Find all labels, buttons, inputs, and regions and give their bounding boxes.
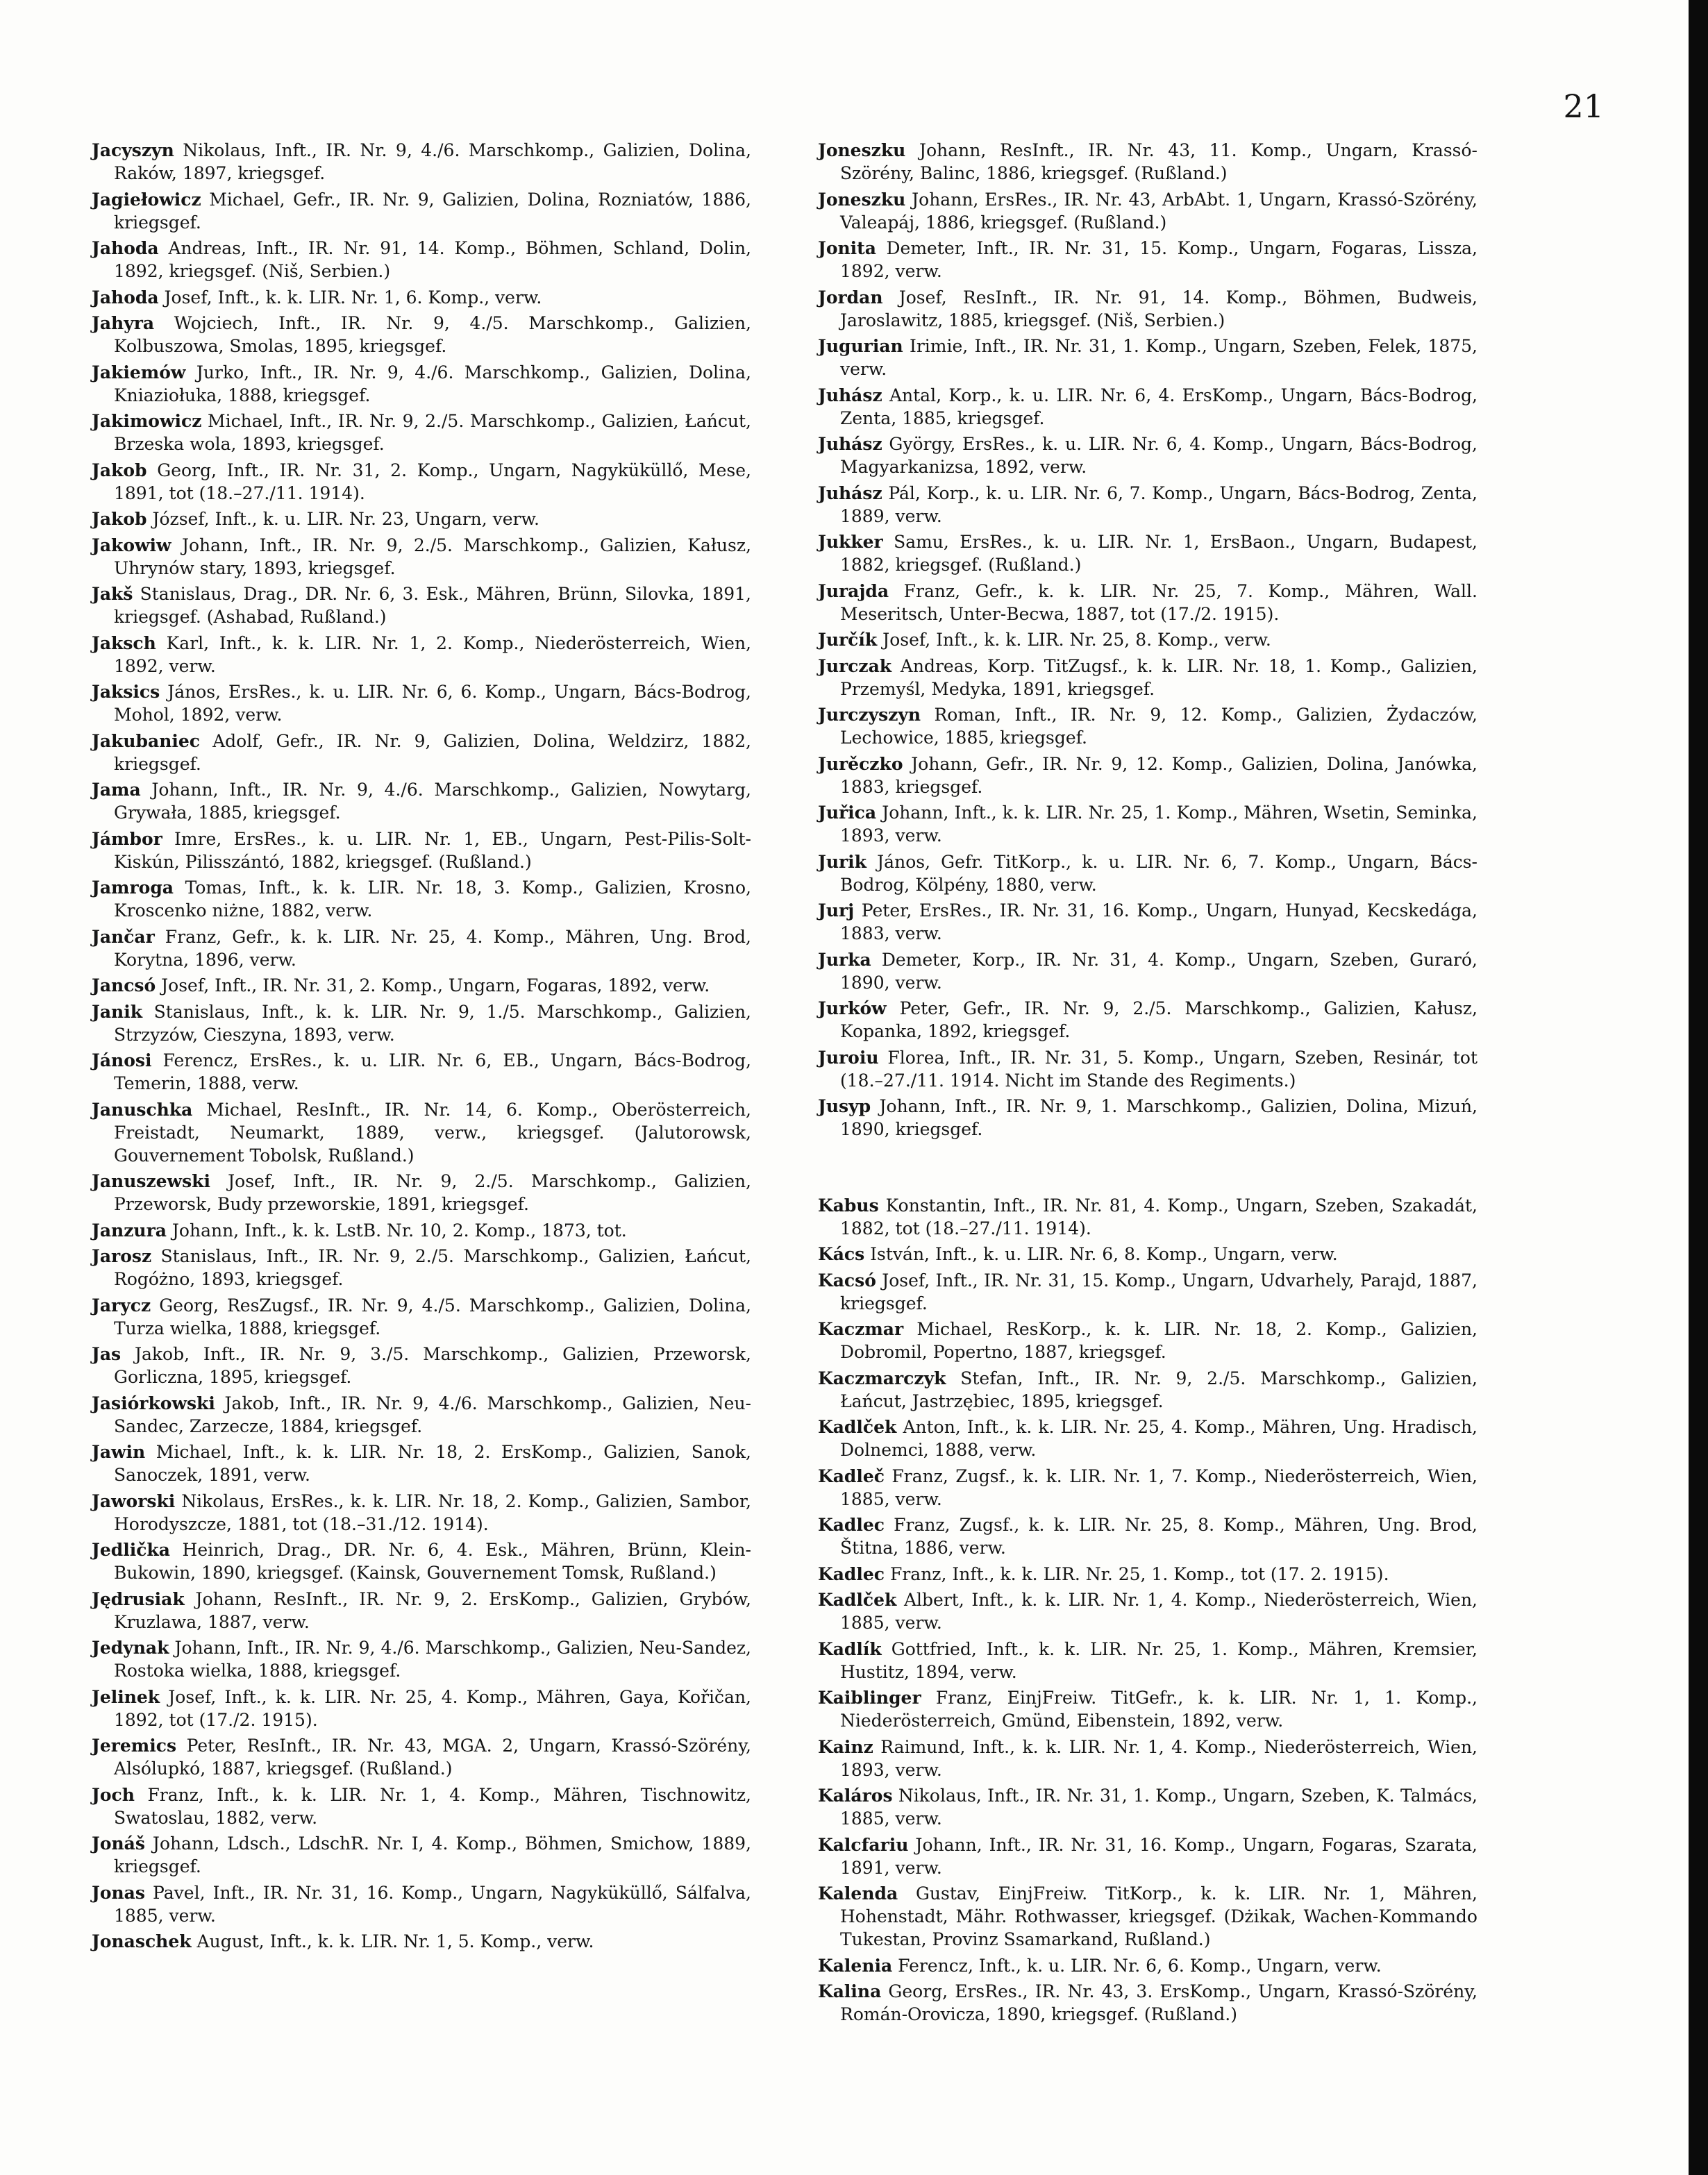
entry-details: Franz, Inft., k. k. LIR. Nr. 1, 4. Komp., Mähren, Tischnowitz, Swatoslau, 1882, verw. xyxy=(114,1784,751,1828)
register-entry xyxy=(92,237,751,283)
entry-surname: Jugurian xyxy=(818,336,903,356)
entry-surname: Jarosz xyxy=(92,1246,152,1266)
entry-surname: Kadlček xyxy=(818,1417,897,1437)
entry-details: Imre, ErsRes., k. u. LIR. Nr. 1, EB., Ungarn, Pest-Pilis-Solt-Kiskún, Pilisszántó, 1882, kriegsgef. (Rußland.) xyxy=(114,828,751,872)
entry-surname: Kadlec xyxy=(818,1515,885,1535)
entry-details: Johann, Gefr., IR. Nr. 9, 12. Komp., Galizien, Dolina, Janówka, 1883, kriegsgef. xyxy=(840,753,1477,797)
entry-details: Michael, ResInft., IR. Nr. 14, 6. Komp., Oberösterreich, Freistadt, Neumarkt, 1889, verw., kriegsgef. (Jalutorowsk, Gouvernement Tobolsk, Rußland.) xyxy=(114,1099,751,1166)
entry-surname: Jedlička xyxy=(92,1540,170,1560)
register-entry xyxy=(92,1783,751,1829)
entry-details: Johann, Inft., IR. Nr. 9, 2./5. Marschkomp., Galizien, Kałusz, Uhrynów stary, 1893, kriegsgef. xyxy=(114,535,751,578)
entry-details: Stanislaus, Drag., DR. Nr. 6, 3. Esk., Mähren, Brünn, Silovka, 1891, kriegsgef. (Ashabad, Rußland.) xyxy=(114,584,751,627)
entry-details: Michael, Inft., k. k. LIR. Nr. 18, 2. ErsKomp., Galizien, Sanok, Sanoczek, 1891, verw. xyxy=(114,1442,751,1485)
entry-surname: Jurczak xyxy=(818,655,892,676)
register-entry xyxy=(818,1882,1477,1951)
entry-surname: Kalcfariu xyxy=(818,1834,909,1855)
register-entry xyxy=(818,1465,1477,1511)
entry-details: Stanislaus, Inft., IR. Nr. 9, 2./5. Marschkomp., Galizien, Łańcut, Rogóżno, 1893, kriegsgef. xyxy=(114,1246,751,1289)
entry-details: Nikolaus, ErsRes., k. k. LIR. Nr. 18, 2. Komp., Galizien, Sambor, Horodyszcze, 1881, tot (18.–31./12. 1914). xyxy=(114,1490,751,1534)
entry-surname: Jarycz xyxy=(92,1295,151,1316)
entry-details: József, Inft., k. u. LIR. Nr. 23, Ungarn, verw. xyxy=(146,509,539,529)
entry-details: Josef, ResInft., IR. Nr. 91, 14. Komp., Böhmen, Budweis, Jaroslawitz, 1885, kriegsgef. (Niš, Serbien.) xyxy=(840,287,1477,330)
register-entry xyxy=(92,582,751,628)
entry-surname: Jeremics xyxy=(92,1736,177,1756)
register-entry xyxy=(92,1000,751,1046)
entry-details: Johann, Inft., IR. Nr. 31, 16. Komp., Ungarn, Fogaras, Szarata, 1891, verw. xyxy=(840,1834,1477,1878)
entry-details: Michael, Inft., IR. Nr. 9, 2./5. Marschkomp., Galizien, Łańcut, Brzeska wola, 1893, kriegsgef. xyxy=(114,411,751,454)
register-entry xyxy=(818,1686,1477,1732)
entry-surname: Jędrusiak xyxy=(92,1588,185,1609)
entry-surname: Jurěczko xyxy=(818,753,903,774)
register-entry xyxy=(92,1832,751,1878)
entry-details: Peter, ResInft., IR. Nr. 43, MGA. 2, Ungarn, Krassó-Szörény, Alsólupkó, 1887, kriegsgef. (Rußland.) xyxy=(114,1736,751,1779)
entry-details: Peter, ErsRes., IR. Nr. 31, 16. Komp., Ungarn, Hunyad, Kecskedága, 1883, verw. xyxy=(840,900,1477,943)
entry-details: Konstantin, Inft., IR. Nr. 81, 4. Komp., Ungarn, Szeben, Szakadát, 1882, tot (18.–27./11. 1914). xyxy=(840,1195,1477,1238)
entry-details: Albert, Inft., k. k. LIR. Nr. 1, 4. Komp., Niederösterreich, Wien, 1885, verw. xyxy=(840,1590,1477,1633)
entry-details: Irimie, Inft., IR. Nr. 31, 1. Komp., Ungarn, Szeben, Felek, 1875, verw. xyxy=(840,336,1477,379)
entry-surname: Jaksch xyxy=(92,632,156,653)
entry-surname: Jakiemów xyxy=(92,362,186,383)
entry-surname: Jakowiw xyxy=(92,535,171,555)
register-entry xyxy=(818,530,1477,576)
entry-surname: Kaláros xyxy=(818,1786,893,1806)
entry-details: Johann, ResInft., IR. Nr. 9, 2. ErsKomp., Galizien, Grybów, Kruzlawa, 1887, verw. xyxy=(114,1588,751,1632)
entry-surname: Jahyra xyxy=(92,313,155,333)
entry-details: Andreas, Inft., IR. Nr. 91, 14. Komp., Böhmen, Schland, Dolin, 1892, kriegsgef. (Niš, Serbien.) xyxy=(114,238,751,281)
register-entry xyxy=(818,753,1477,798)
page-number: 21 xyxy=(1563,87,1604,125)
register-entry xyxy=(92,974,751,997)
register-entry xyxy=(818,286,1477,332)
entry-surname: Jámbor xyxy=(92,828,162,849)
register-entry xyxy=(92,1636,751,1682)
entry-surname: Jancsó xyxy=(92,975,156,996)
entry-details: Anton, Inft., k. k. LIR. Nr. 25, 4. Komp., Mähren, Ung. Hradisch, Dolnemci, 1888, verw. xyxy=(840,1417,1477,1460)
entry-surname: Kaczmarczyk xyxy=(818,1368,946,1388)
register-entry xyxy=(818,1980,1477,2026)
entry-details: Jurko, Inft., IR. Nr. 9, 4./6. Marschkomp., Galizien, Dolina, Kniaziołuka, 1888, kriegsgef. xyxy=(114,362,751,405)
entry-details: Georg, ErsRes., IR. Nr. 43, 3. ErsKomp., Ungarn, Krassó-Szörény, Román-Orovicza, 1890, kriegsgef. (Rußland.) xyxy=(840,1981,1477,2024)
entry-details: Franz, Zugsf., k. k. LIR. Nr. 25, 8. Komp., Mähren, Ung. Brod, Štitna, 1886, verw. xyxy=(840,1515,1477,1558)
entry-details: Karl, Inft., k. k. LIR. Nr. 1, 2. Komp., Niederösterreich, Wien, 1892, verw. xyxy=(114,632,751,676)
register-entry xyxy=(818,628,1477,651)
entry-details: Johann, ResInft., IR. Nr. 43, 11. Komp., Ungarn, Krassó-Szörény, Balinc, 1886, kriegsgef. (Rußland.) xyxy=(840,140,1477,183)
entry-details: Pavel, Inft., IR. Nr. 31, 16. Komp., Ungarn, Nagyküküllő, Sálfalva, 1885, verw. xyxy=(114,1882,751,1926)
entry-surname: Jedynak xyxy=(92,1638,169,1658)
entry-details: Florea, Inft., IR. Nr. 31, 5. Komp., Ungarn, Szeben, Resinár, tot (18.–27./11. 1914. Nicht im Stande des Regiments.) xyxy=(840,1047,1477,1091)
register-entry xyxy=(92,1245,751,1291)
entry-surname: Janzura xyxy=(92,1220,167,1241)
register-entry xyxy=(818,703,1477,749)
register-entry xyxy=(818,850,1477,896)
entry-details: Josef, Inft., k. k. LIR. Nr. 25, 8. Komp., verw. xyxy=(877,630,1271,650)
register-entry xyxy=(818,1784,1477,1830)
register-entry xyxy=(92,410,751,455)
register-entry xyxy=(818,1416,1477,1461)
entry-surname: Jusyp xyxy=(818,1096,871,1116)
register-entry xyxy=(92,876,751,922)
entry-surname: Jurczyszyn xyxy=(818,705,921,725)
entry-surname: Kainz xyxy=(818,1736,873,1757)
register-entry xyxy=(818,1367,1477,1413)
entry-details: Wojciech, Inft., IR. Nr. 9, 4./5. Marschkomp., Galizien, Kolbuszowa, Smolas, 1895, kriegsgef. xyxy=(114,313,751,356)
register-entry xyxy=(92,778,751,824)
entry-details: Franz, Gefr., k. k. LIR. Nr. 25, 4. Komp., Mähren, Ung. Brod, Korytna, 1896, verw. xyxy=(114,926,751,970)
entry-surname: Jama xyxy=(92,780,141,800)
register-entry xyxy=(92,1930,751,1953)
register-entry xyxy=(818,1318,1477,1363)
entry-surname: Jamroga xyxy=(92,877,174,898)
entry-surname: Jurajda xyxy=(818,580,889,601)
entry-surname: Jawin xyxy=(92,1442,146,1462)
entry-details: Johann, Inft., IR. Nr. 9, 1. Marschkomp., Galizien, Dolina, Mizuń, 1890, kriegsgef. xyxy=(840,1096,1477,1139)
entry-details: Johann, Inft., IR. Nr. 9, 4./6. Marschkomp., Galizien, Neu-Sandez, Rostoka wielka, 1888, kriegsgef. xyxy=(114,1638,751,1681)
entry-surname: Kalenda xyxy=(818,1883,898,1904)
register-entry xyxy=(92,680,751,726)
entry-surname: Juřica xyxy=(818,803,877,823)
entry-details: Heinrich, Drag., DR. Nr. 6, 4. Esk., Mähren, Brünn, Klein-Bukowin, 1890, kriegsgef. (Kainsk, Gouvernement Tomsk, Rußland.) xyxy=(114,1540,751,1583)
entry-surname: Jahoda xyxy=(92,238,159,258)
entry-surname: Jonáš xyxy=(92,1833,145,1854)
entry-details: Johann, Inft., k. k. LstB. Nr. 10, 2. Komp., 1873, tot. xyxy=(166,1220,627,1241)
entry-details: György, ErsRes., k. u. LIR. Nr. 6, 4. Komp., Ungarn, Bács-Bodrog, Magyarkanizsa, 1892, verw. xyxy=(840,434,1477,477)
register-entry xyxy=(818,1736,1477,1781)
entry-surname: Jonaschek xyxy=(92,1931,192,1951)
entry-details: Raimund, Inft., k. k. LIR. Nr. 1, 4. Komp., Niederösterreich, Wien, 1893, verw. xyxy=(840,1736,1477,1780)
register-entry xyxy=(818,433,1477,478)
register-entry xyxy=(92,1881,751,1927)
register-entry xyxy=(818,655,1477,700)
entry-surname: Jakš xyxy=(92,584,133,604)
entry-surname: Jurka xyxy=(818,949,871,970)
register-entry xyxy=(818,482,1477,528)
entry-details: Pál, Korp., k. u. LIR. Nr. 6, 7. Komp., Ungarn, Bács-Bodrog, Zenta, 1889, verw. xyxy=(840,482,1477,526)
entry-details: Josef, Inft., IR. Nr. 9, 2./5. Marschkomp., Galizien, Przeworsk, Budy przeworskie, 1891, kriegsgef. xyxy=(114,1171,751,1214)
entry-details: Josef, Inft., IR. Nr. 31, 2. Komp., Ungarn, Fogaras, 1892, verw. xyxy=(156,975,710,996)
entry-surname: Jagiełowicz xyxy=(92,189,201,210)
entry-surname: Jasiórkowski xyxy=(92,1393,215,1413)
entry-details: August, Inft., k. k. LIR. Nr. 1, 5. Komp., verw. xyxy=(191,1931,594,1951)
register-entry xyxy=(92,1734,751,1780)
entry-surname: Juroiu xyxy=(818,1047,879,1068)
entry-details: Gottfried, Inft., k. k. LIR. Nr. 25, 1. Komp., Mähren, Kremsier, Hustitz, 1894, verw. xyxy=(840,1638,1477,1682)
register-entry xyxy=(818,997,1477,1043)
entry-details: Ferencz, Inft., k. u. LIR. Nr. 6, 6. Komp., Ungarn, verw. xyxy=(892,1955,1382,1976)
entry-details: Nikolaus, Inft., IR. Nr. 9, 4./6. Marschkomp., Galizien, Dolina, Raków, 1897, kriegsgef. xyxy=(114,140,751,183)
entry-surname: Juhász xyxy=(818,482,882,503)
entry-details: István, Inft., k. u. LIR. Nr. 6, 8. Komp., Ungarn, verw. xyxy=(864,1244,1338,1264)
entry-surname: Jančar xyxy=(92,926,155,947)
entry-surname: Kabus xyxy=(818,1195,879,1216)
entry-surname: Kadlík xyxy=(818,1638,882,1659)
register-entry xyxy=(92,632,751,678)
register-entry xyxy=(92,1049,751,1095)
register-entry xyxy=(92,730,751,775)
entry-details: Johann, Inft., k. k. LIR. Nr. 25, 1. Komp., Mähren, Wsetin, Seminka, 1893, verw. xyxy=(840,803,1477,846)
register-entry xyxy=(92,1490,751,1536)
entry-surname: Jakubaniec xyxy=(92,730,201,751)
entry-details: Antal, Korp., k. u. LIR. Nr. 6, 4. ErsKomp., Ungarn, Bács-Bodrog, Zenta, 1885, kriegsgef. xyxy=(840,385,1477,428)
entry-details: Georg, ResZugsf., IR. Nr. 9, 4./5. Marschkomp., Galizien, Dolina, Turza wielka, 1888, kriegsgef. xyxy=(114,1295,751,1338)
entry-details: Adolf, Gefr., IR. Nr. 9, Galizien, Dolina, Weldzirz, 1882, kriegsgef. xyxy=(114,730,751,774)
register-entry xyxy=(818,899,1477,945)
register-entry xyxy=(818,1194,1477,1240)
entry-surname: Jakob xyxy=(92,509,147,529)
entry-surname: Kaczmar xyxy=(818,1319,904,1339)
entry-details: Nikolaus, Inft., IR. Nr. 31, 1. Komp., Ungarn, Szeben, K. Talmács, 1885, verw. xyxy=(840,1786,1477,1829)
entry-surname: Januschka xyxy=(92,1099,193,1120)
entry-details: Johann, Inft., IR. Nr. 9, 4./6. Marschkomp., Galizien, Nowytarg, Grywała, 1885, kriegsgef. xyxy=(114,780,751,823)
entry-surname: Kács xyxy=(818,1244,865,1264)
entry-surname: Jas xyxy=(92,1344,122,1364)
left-column xyxy=(92,139,751,1956)
register-entry xyxy=(92,286,751,309)
entry-details: Stanislaus, Inft., k. k. LIR. Nr. 9, 1./5. Marschkomp., Galizien, Strzyzów, Cieszyna, 1893, verw. xyxy=(114,1001,751,1045)
entry-surname: Kadleč xyxy=(818,1466,885,1486)
right-column xyxy=(818,139,1477,2029)
entry-details: Peter, Gefr., IR. Nr. 9, 2./5. Marschkomp., Galizien, Kałusz, Kopanka, 1892, kriegsgef. xyxy=(840,998,1477,1041)
entry-surname: Kadlček xyxy=(818,1590,897,1610)
register-entry xyxy=(92,1538,751,1584)
entry-surname: Kaiblinger xyxy=(818,1688,921,1708)
entry-surname: Jonas xyxy=(92,1882,145,1903)
entry-details: Stefan, Inft., IR. Nr. 9, 2./5. Marschkomp., Galizien, Łańcut, Jastrzębiec, 1895, kriegsgef. xyxy=(840,1368,1477,1411)
register-entry xyxy=(818,1833,1477,1879)
page-edge xyxy=(1689,0,1708,2175)
entry-surname: Jurków xyxy=(818,998,887,1018)
entry-details: Demeter, Inft., IR. Nr. 31, 15. Komp., Ungarn, Fogaras, Lissza, 1892, verw. xyxy=(840,238,1477,281)
entry-surname: Jurj xyxy=(818,900,855,921)
register-entry xyxy=(818,1513,1477,1559)
register-entry xyxy=(818,1638,1477,1683)
entry-details: Michael, ResKorp., k. k. LIR. Nr. 18, 2. Komp., Galizien, Dobromil, Popertno, 1887, kriegsgef. xyxy=(840,1319,1477,1362)
entry-details: Josef, Inft., IR. Nr. 31, 15. Komp., Ungarn, Udvarhely, Parajd, 1887, kriegsgef. xyxy=(840,1270,1477,1313)
register-entry xyxy=(818,801,1477,847)
register-entry xyxy=(818,139,1477,185)
entry-details: Michael, Gefr., IR. Nr. 9, Galizien, Dolina, Rozniatów, 1886, kriegsgef. xyxy=(114,189,751,233)
entry-surname: Kalenia xyxy=(818,1955,893,1976)
entry-surname: Kadlec xyxy=(818,1563,885,1584)
entry-surname: Kalina xyxy=(818,1981,882,2001)
register-entry xyxy=(92,459,751,505)
entry-surname: Jurčík xyxy=(818,630,878,650)
register-entry xyxy=(92,828,751,873)
entry-surname: Jordan xyxy=(818,287,883,308)
entry-surname: Kacsó xyxy=(818,1270,876,1291)
entry-details: Johann, ErsRes., IR. Nr. 43, ArbAbt. 1, Ungarn, Krassó-Szörény, Valeapáj, 1886, kriegsgef. (Rußland.) xyxy=(840,189,1477,233)
register-entry xyxy=(818,580,1477,625)
entry-surname: Jaworski xyxy=(92,1490,176,1511)
entry-surname: Jukker xyxy=(818,532,883,552)
register-entry xyxy=(92,1219,751,1242)
register-entry xyxy=(92,139,751,185)
entry-surname: Jonita xyxy=(818,238,876,258)
register-entry xyxy=(92,925,751,971)
entry-surname: Juhász xyxy=(818,434,882,454)
register-entry xyxy=(818,1046,1477,1092)
entry-details: Jakob, Inft., IR. Nr. 9, 3./5. Marschkomp., Galizien, Przeworsk, Gorliczna, 1895, kriegsgef. xyxy=(114,1344,751,1387)
entry-details: Josef, Inft., k. k. LIR. Nr. 1, 6. Komp., verw. xyxy=(158,287,542,308)
register-entry xyxy=(818,237,1477,283)
register-entry xyxy=(92,361,751,407)
entry-details: Franz, Gefr., k. k. LIR. Nr. 25, 7. Komp., Mähren, Wall. Meseritsch, Unter-Becwa, 1887, tot (17./2. 1915). xyxy=(840,580,1477,624)
entry-surname: Jánosi xyxy=(92,1050,152,1070)
entry-details: Josef, Inft., k. k. LIR. Nr. 25, 4. Komp., Mähren, Gaya, Kořičan, 1892, tot (17./2. 1915). xyxy=(114,1686,751,1730)
entry-details: Tomas, Inft., k. k. LIR. Nr. 18, 3. Komp., Galizien, Krosno, Kroscenko niżne, 1882, verw. xyxy=(114,877,751,921)
entry-details: Franz, Inft., k. k. LIR. Nr. 25, 1. Komp., tot (17. 2. 1915). xyxy=(885,1563,1389,1584)
entry-surname: Jahoda xyxy=(92,287,159,308)
register-entry xyxy=(818,1095,1477,1141)
register-entry xyxy=(92,1588,751,1634)
entry-details: Samu, ErsRes., k. u. LIR. Nr. 1, ErsBaon., Ungarn, Budapest, 1882, kriegsgef. (Rußland.) xyxy=(840,532,1477,575)
entry-details: Jakob, Inft., IR. Nr. 9, 4./6. Marschkomp., Galizien, Neu-Sandec, Zarzecze, 1884, kriegsgef. xyxy=(114,1393,751,1436)
entry-surname: Jakob xyxy=(92,460,147,480)
entry-surname: Jacyszyn xyxy=(92,140,174,160)
register-entry xyxy=(92,507,751,530)
register-entry xyxy=(92,312,751,358)
register-entry xyxy=(92,1343,751,1388)
entry-details: János, Gefr. TitKorp., k. u. LIR. Nr. 6, 7. Komp., Ungarn, Bács-Bodrog, Kölpény, 1880, verw. xyxy=(840,851,1477,895)
register-entry xyxy=(92,534,751,580)
register-entry xyxy=(92,1098,751,1167)
entry-surname: Joneszku xyxy=(818,140,906,160)
entry-details: Roman, Inft., IR. Nr. 9, 12. Komp., Galizien, Żydaczów, Lechowice, 1885, kriegsgef. xyxy=(840,705,1477,748)
register-entry xyxy=(92,1170,751,1216)
entry-surname: Jaksics xyxy=(92,682,160,702)
entry-details: Franz, EinjFreiw. TitGefr., k. k. LIR. Nr. 1, 1. Komp., Niederösterreich, Gmünd, Eibenstein, 1892, verw. xyxy=(840,1688,1477,1731)
entry-surname: Januszewski xyxy=(92,1171,210,1191)
register-entry xyxy=(92,1392,751,1438)
entry-surname: Jurik xyxy=(818,851,866,872)
entry-details: Johann, Ldsch., LdschR. Nr. I, 4. Komp., Böhmen, Smichow, 1889, kriegsgef. xyxy=(114,1833,751,1876)
register-entry xyxy=(92,188,751,234)
section-gap xyxy=(818,1144,1477,1194)
entry-surname: Jelinek xyxy=(92,1686,160,1707)
entry-details: Franz, Zugsf., k. k. LIR. Nr. 1, 7. Komp., Niederösterreich, Wien, 1885, verw. xyxy=(840,1466,1477,1509)
entry-details: Gustav, EinjFreiw. TitKorp., k. k. LIR. Nr. 1, Mähren, Hohenstadt, Mähr. Rothwasser, kriegsgef. (Dżikak, Wachen-Kommando Tukestan, Provinz Ssamarkand, Rußland.) xyxy=(840,1883,1477,1949)
entry-details: Ferencz, ErsRes., k. u. LIR. Nr. 6, EB., Ungarn, Bács-Bodrog, Temerin, 1888, verw. xyxy=(114,1050,751,1093)
register-entry xyxy=(92,1294,751,1340)
entry-details: Georg, Inft., IR. Nr. 31, 2. Komp., Ungarn, Nagyküküllő, Mese, 1891, tot (18.–27./11. 1914). xyxy=(114,460,751,503)
register-entry xyxy=(818,1269,1477,1315)
register-entry xyxy=(818,335,1477,380)
register-entry xyxy=(92,1441,751,1486)
register-entry xyxy=(818,1954,1477,1977)
register-entry xyxy=(818,1243,1477,1266)
register-entry xyxy=(818,384,1477,430)
entry-details: Andreas, Korp. TitZugsf., k. k. LIR. Nr. 18, 1. Komp., Galizien, Przemyśl, Medyka, 1891, kriegsgef. xyxy=(840,655,1477,699)
register-entry xyxy=(818,948,1477,994)
entry-surname: Jakimowicz xyxy=(92,411,202,431)
register-entry xyxy=(818,1588,1477,1634)
register-entry xyxy=(818,188,1477,234)
entry-surname: Joneszku xyxy=(818,189,906,210)
register-entry xyxy=(818,1563,1477,1586)
entry-surname: Juhász xyxy=(818,385,882,405)
entry-surname: Janik xyxy=(92,1001,143,1022)
entry-details: Demeter, Korp., IR. Nr. 31, 4. Komp., Ungarn, Szeben, Guraró, 1890, verw. xyxy=(840,949,1477,993)
entry-surname: Joch xyxy=(92,1784,135,1805)
entry-details: János, ErsRes., k. u. LIR. Nr. 6, 6. Komp., Ungarn, Bács-Bodrog, Mohol, 1892, verw. xyxy=(114,682,751,725)
register-entry xyxy=(92,1686,751,1731)
